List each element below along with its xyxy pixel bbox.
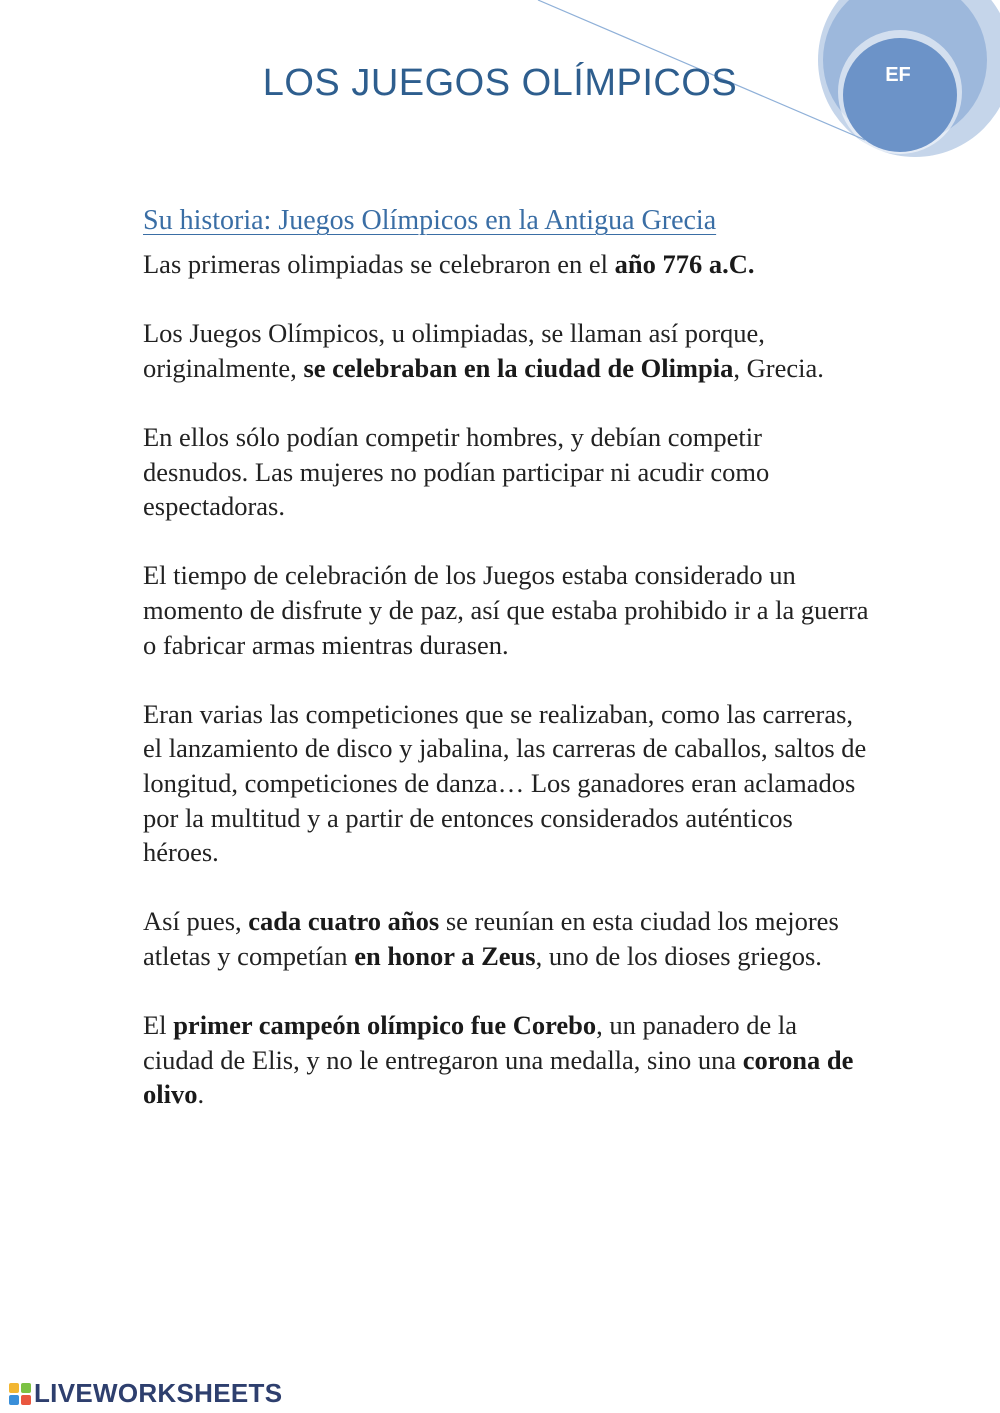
bold-text: cada cuatro años [248,906,440,937]
text: , un panadero de la ciudad de Elis, y no le entregaron una medalla, sino una [143,1010,798,1075]
paragraph-5 [143,697,873,870]
badge-ef: EF [885,64,911,86]
text: , uno de los dioses griegos. [535,940,822,971]
bold-text: corona de olivo [143,1044,854,1110]
text: Las primeras olimpiadas se celebraron en el [143,249,615,279]
text: se reunían en esta ciudad los mejores atletas y competían [143,906,839,971]
liveworksheets-logo-icon [8,1382,32,1406]
paragraph-4 [143,558,873,662]
bold-text: en honor a Zeus [354,940,536,971]
text: En ellos sólo podían competir hombres, y debían competir desnudos. Las mujeres no podían participar ni acudir como espectadoras. [143,421,770,522]
text: Los Juegos Olímpicos, u olimpiadas, se llaman así porque, originalmente, [143,318,765,383]
text: El [143,1010,174,1041]
paragraph-3 [143,420,873,524]
paragraph-1 [143,247,873,282]
section-subtitle: Su historia: Juegos Olímpicos en la Antigua Grecia [143,205,717,236]
text: . [197,1079,205,1110]
footer-brand-text: LIVEWORKSHEETS [34,1378,283,1408]
text: Así pues, [143,906,249,937]
page-title: LOS JUEGOS OLÍMPICOS [262,62,738,104]
text: , Grecia. [733,352,824,383]
paragraph-2 [143,316,873,385]
text: Eran varias las competiciones que se realizaban, como las carreras, el lanzamiento de disco y jabalina, las carreras de caballos, saltos de longitud, competiciones de danza… Los ganadores eran aclamados por la multitud y a partir de entonces considerados auténticos héroes. [143,698,867,868]
paragraph-7 [143,1008,873,1112]
bold-text: primer campeón olímpico fue Corebo [173,1010,597,1041]
bold-text: año 776 a.C. [614,249,755,279]
footer-brand [8,1378,282,1409]
paragraph-6 [143,904,873,973]
text: El tiempo de celebración de los Juegos estaba considerado un momento de disfrute y de paz, así que estaba prohibido ir a la guerra o fabricar armas mientras durasen. [143,560,869,660]
bold-text: se celebraban en la ciudad de Olimpia [303,352,734,383]
main-content [143,203,873,1146]
